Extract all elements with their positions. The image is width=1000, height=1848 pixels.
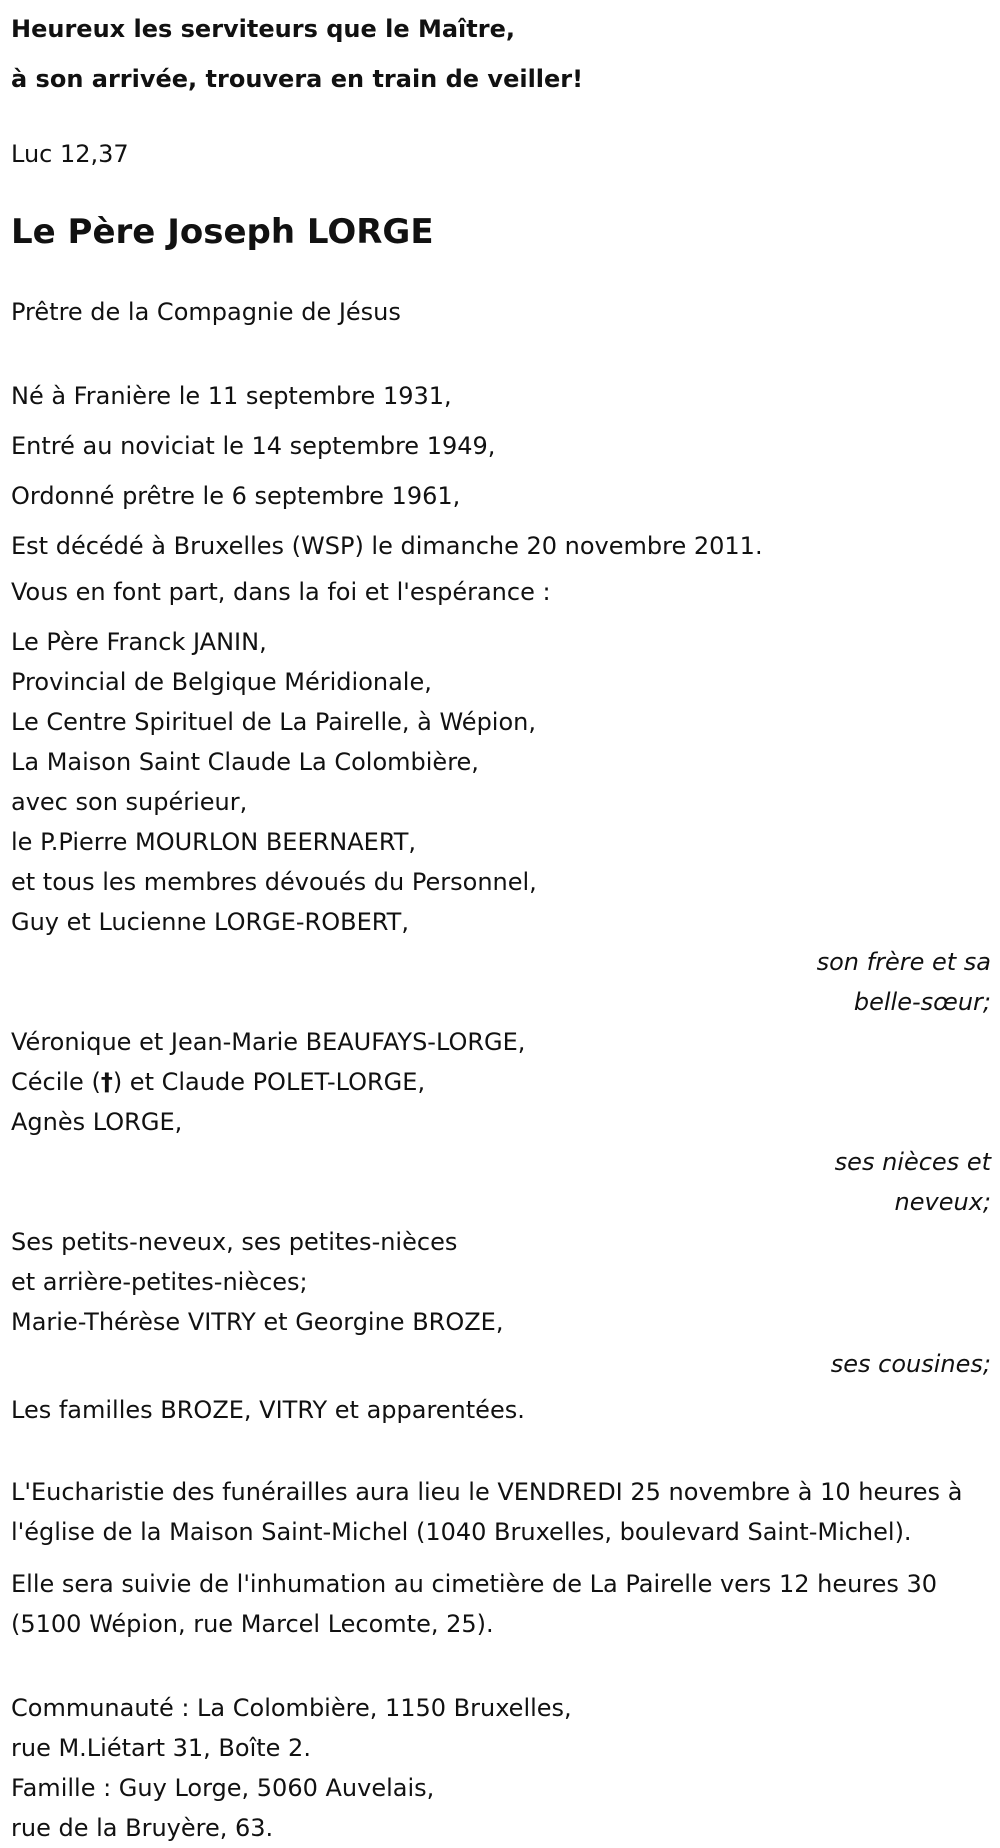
families-line: Les familles BROZE, VITRY et apparentées. (11, 1396, 525, 1424)
verse-line-2: à son arrivée, trouvera en train de veiller! (11, 65, 584, 93)
contact-line: Communauté : La Colombière, 1150 Bruxelles, (11, 1694, 572, 1722)
mourner-line: Guy et Lucienne LORGE-ROBERT, (11, 908, 409, 936)
mourner-line: Agnès LORGE, (11, 1108, 183, 1136)
fact-birth: Né à Franière le 11 septembre 1931, (11, 382, 452, 410)
mourner-line: avec son supérieur, (11, 788, 248, 816)
mourner-line: Provincial de Belgique Méridionale, (11, 668, 432, 696)
funeral-details (11, 1472, 991, 1644)
mourner-line: et tous les membres dévoués du Personnel, (11, 868, 537, 896)
burial-paragraph: Elle sera suivie de l'inhumation au cimetière de La Pairelle vers 12 heures 30 (5100 Wépion, rue Marcel Lecomte, 25). (11, 1570, 938, 1638)
scripture-verse (11, 4, 991, 104)
deceased-role: Prêtre de la Compagnie de Jésus (11, 298, 401, 326)
mourner-line: et arrière-petites-nièces; (11, 1268, 308, 1296)
mourner-line: Ses petits-neveux, ses petites-nièces (11, 1228, 458, 1256)
biography-facts (11, 380, 991, 562)
fact-death: Est décédé à Bruxelles (WSP) le dimanche 20 novembre 2011. (11, 532, 763, 560)
mourner-line: Véronique et Jean-Marie BEAUFAYS-LORGE, (11, 1028, 526, 1056)
contact-addresses (11, 1688, 991, 1848)
relation-cousins: ses cousines; (830, 1350, 991, 1378)
mourner-line: le P.Pierre MOURLON BEERNAERT, (11, 828, 417, 856)
mourner-line: La Maison Saint Claude La Colombière, (11, 748, 479, 776)
mourner-line: Le Père Franck JANIN, (11, 628, 267, 656)
mourners-list (11, 622, 991, 1430)
mourner-text: Cécile ( (11, 1068, 101, 1096)
fact-ordination: Ordonné prêtre le 6 septembre 1961, (11, 482, 461, 510)
mourner-text: ) et Claude POLET-LORGE, (112, 1068, 426, 1096)
contact-line: rue M.Liétart 31, Boîte 2. (11, 1734, 311, 1762)
announcement: Vous en font part, dans la foi et l'espérance : (11, 578, 551, 606)
verse-line-1: Heureux les serviteurs que le Maître, (11, 15, 515, 43)
deceased-name: Le Père Joseph LORGE (11, 212, 434, 252)
relation-brother-line-2: belle-sœur; (853, 988, 991, 1016)
relation-nieces-line-2: neveux; (894, 1188, 991, 1216)
mourner-line: Marie-Thérèse VITRY et Georgine BROZE, (11, 1308, 504, 1336)
contact-line: Famille : Guy Lorge, 5060 Auvelais, (11, 1774, 435, 1802)
cross-icon: † (100, 1068, 113, 1096)
obituary-notice (11, 0, 991, 1848)
mourner-line: Le Centre Spirituel de La Pairelle, à Wépion, (11, 708, 536, 736)
fact-novitiate: Entré au noviciat le 14 septembre 1949, (11, 432, 496, 460)
funeral-mass-paragraph: L'Eucharistie des funérailles aura lieu le VENDREDI 25 novembre à 10 heures à l'église de la Maison Saint-Michel (1040 Bruxelles, boulevard Saint-Michel). (11, 1478, 963, 1546)
mourner-line-with-cross (11, 1062, 991, 1102)
scripture-reference: Luc 12,37 (11, 140, 129, 168)
relation-brother-line-1: son frère et sa (816, 948, 991, 976)
relation-nieces-line-1: ses nièces et (834, 1148, 991, 1176)
contact-line: rue de la Bruyère, 63. (11, 1814, 274, 1842)
